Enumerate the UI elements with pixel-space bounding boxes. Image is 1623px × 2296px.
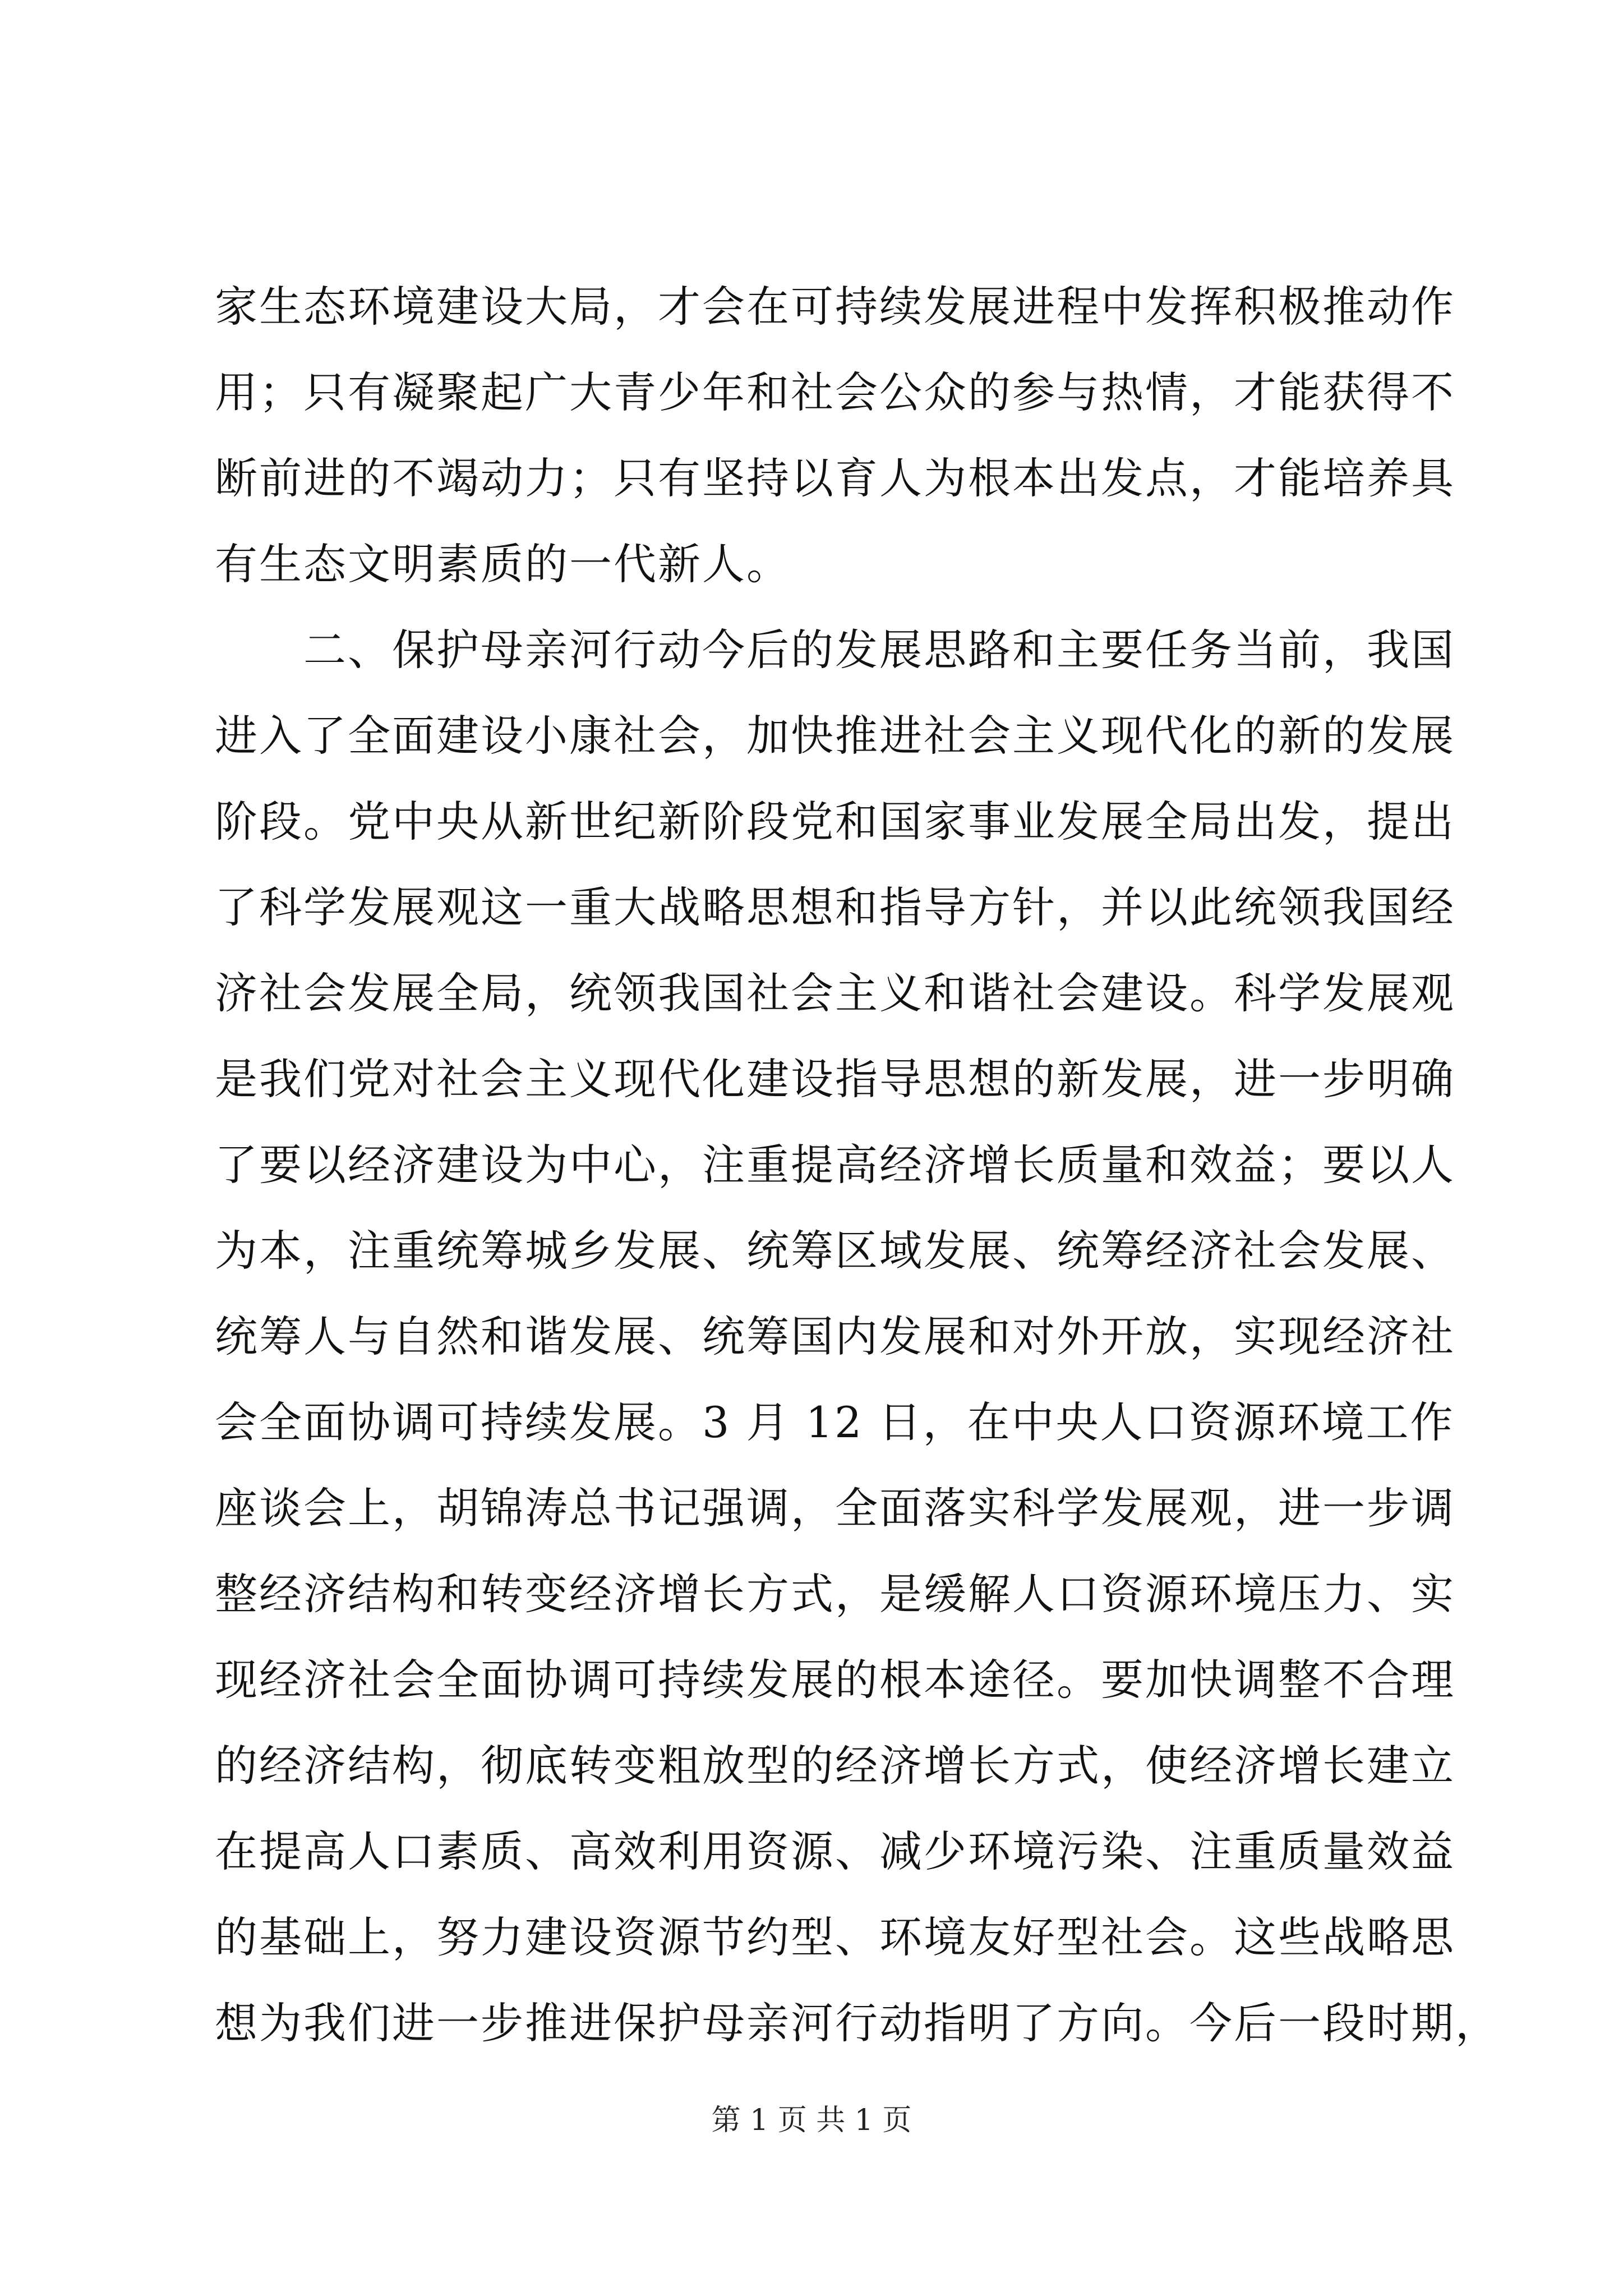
page-footer: 第 1 页 共 1 页 [711, 2104, 912, 2137]
text-line-9: 济社会发展全局，统领我国社会主义和谐社会建设。科学发展观 [215, 968, 1455, 1018]
text-line-3: 断前进的不竭动力；只有坚持以育人为根本出发点，才能培养具 [215, 453, 1455, 503]
text-line-1: 家生态环境建设大局，才会在可持续发展进程中发挥积极推动作 [215, 282, 1455, 332]
text-line-16: 整经济结构和转变经济增长方式，是缓解人口资源环境压力、实 [215, 1569, 1455, 1619]
text-line-7: 阶段。党中央从新世纪新阶段党和国家事业发展全局出发，提出 [215, 797, 1455, 846]
text-line-13: 统筹人与自然和谐发展、统筹国内发展和对外开放，实现经济社 [215, 1312, 1455, 1361]
text-line-2: 用；只有凝聚起广大青少年和社会公众的参与热情，才能获得不 [215, 367, 1455, 417]
text-line-14: 会全面协调可持续发展。3 月 12 日，在中央人口资源环境工作 [215, 1397, 1455, 1447]
text-line-4: 有生态文明素质的一代新人。 [215, 539, 791, 589]
text-line-15: 座谈会上，胡锦涛总书记强调，全面落实科学发展观，进一步调 [215, 1483, 1455, 1533]
text-line-12: 为本，注重统筹城乡发展、统筹区域发展、统筹经济社会发展、 [215, 1226, 1455, 1276]
text-line-5: 二、保护母亲河行动今后的发展思路和主要任务当前，我国 [215, 625, 1455, 675]
text-line-11: 了要以经济建设为中心，注重提高经济增长质量和效益；要以人 [215, 1140, 1455, 1190]
text-line-8: 了科学发展观这一重大战略思想和指导方针，并以此统领我国经 [215, 882, 1455, 932]
text-line-20: 的基础上，努力建设资源节约型、环境友好型社会。这些战略思 [215, 1912, 1455, 1962]
text-line-18: 的经济结构，彻底转变粗放型的经济增长方式，使经济增长建立 [215, 1741, 1455, 1791]
body-text [215, 264, 1500, 2066]
text-line-10: 是我们党对社会主义现代化建设指导思想的新发展，进一步明确 [215, 1054, 1455, 1104]
text-line-17: 现经济社会全面协调可持续发展的根本途径。要加快调整不合理 [215, 1655, 1455, 1705]
text-line-6: 进入了全面建设小康社会，加快推进社会主义现代化的新的发展 [215, 711, 1455, 761]
text-line-19: 在提高人口素质、高效利用资源、减少环境污染、注重质量效益 [215, 1826, 1455, 1876]
text-line-21: 想为我们进一步推进保护母亲河行动指明了方向。今后一段时期， [215, 1998, 1500, 2048]
